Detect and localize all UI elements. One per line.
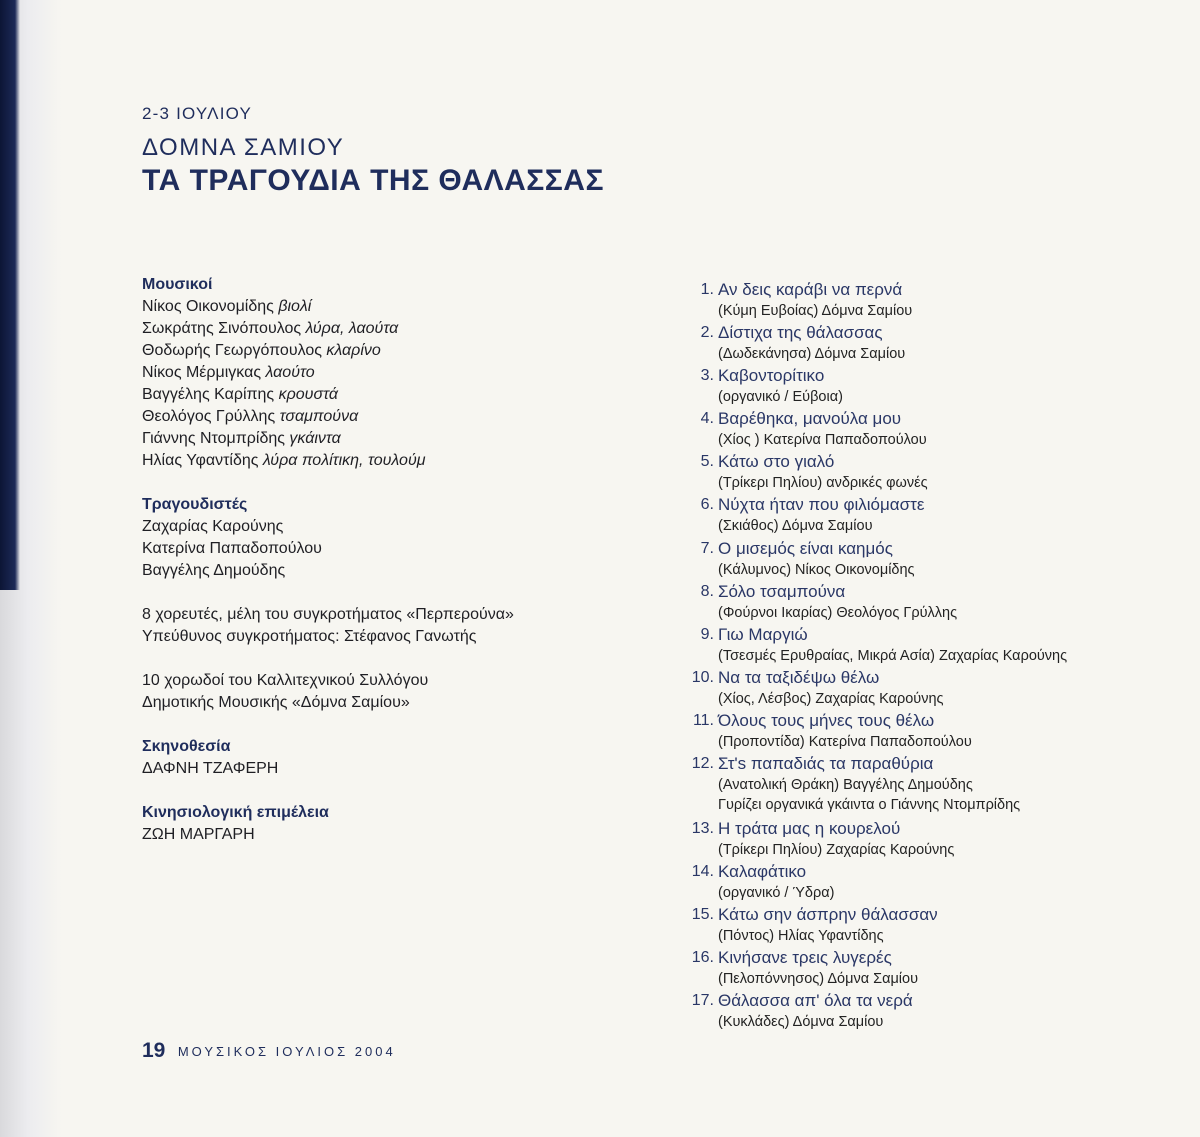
song-number: 11.	[692, 711, 714, 729]
musician-instrument: λύρα, λαούτα	[305, 320, 399, 337]
song-item	[672, 624, 1192, 667]
song-number: 6.	[700, 496, 714, 514]
song-detail: (Σκιάθος) Δόμνα Σαμίου	[718, 518, 873, 535]
song-title: Δίστιχα της θάλασσας	[718, 323, 883, 343]
page-footer	[142, 1039, 396, 1063]
musician-row	[142, 406, 612, 428]
musician-name: Θοδωρής Γεωργόπουλος	[142, 342, 322, 359]
musician-name: Ηλίας Υφαντίδης	[142, 452, 259, 469]
musician-instrument: λαούτο	[265, 364, 315, 381]
song-item	[672, 861, 1192, 904]
song-number: 7.	[700, 539, 714, 557]
musicians-list	[142, 296, 612, 472]
musicians-heading: Μουσικοί	[142, 276, 213, 293]
song-number: 1.	[700, 281, 714, 298]
song-detail: (οργανικό / Ύδρα)	[718, 884, 835, 901]
page-number: 19	[142, 1039, 166, 1062]
song-detail: (Πόντος) Ηλίας Υφαντίδης	[718, 927, 884, 944]
song-detail: (Κάλυμνος) Νίκος Οικονομίδης	[718, 561, 915, 578]
song-item	[672, 667, 1192, 710]
performer-name: ΔΟΜΝΑ ΣΑΜΙΟΥ	[142, 134, 345, 161]
song-number: 13.	[691, 819, 714, 837]
song-number: 16.	[691, 948, 714, 966]
musician-instrument: κρουστά	[278, 386, 338, 403]
musician-name: Νίκος Μέρμιγκας	[142, 364, 262, 381]
song-title: Σόλο τσαμπούνα	[718, 581, 846, 601]
page-header	[142, 104, 604, 200]
song-item	[672, 538, 1192, 581]
musician-name: Σωκράτης Σινόπουλος	[142, 320, 302, 337]
song-item	[672, 365, 1192, 408]
song-number: 14.	[691, 862, 714, 880]
song-item	[672, 753, 1192, 818]
song-title: Θάλασσα απ' όλα τα νερά	[718, 990, 913, 1010]
song-number: 4.	[700, 410, 714, 428]
song-title: Κάτω στο γιαλό	[718, 452, 835, 472]
song-detail: (Τρίκερι Πηλίου) ανδρικές φωνές	[718, 475, 928, 492]
song-detail: (Κυκλάδες) Δόμνα Σαμίου	[718, 1013, 884, 1030]
song-title: Βαρέθηκα, μανούλα μου	[718, 409, 902, 429]
song-detail: (Τσεσμές Ερυθραίας, Μικρά Ασία) Ζαχαρίας Καρούνης	[718, 647, 1068, 664]
song-detail: (Δωδεκάνησα) Δόμνα Σαμίου	[718, 346, 906, 363]
movement-heading: Κινησιολογική επιμέλεια	[142, 804, 329, 821]
song-number: 5.	[700, 453, 714, 471]
director-name: ΔΑΦΝΗ ΤΖΑΦΕΡΗ	[142, 760, 279, 777]
song-title: Στ's παπαδιάς τα παραθύρια	[718, 754, 934, 774]
musician-instrument: κλαρίνο	[326, 342, 381, 359]
choir-line: Δημοτικής Μουσικής «Δόμνα Σαμίου»	[142, 694, 410, 711]
singer: Κατερίνα Παπαδοπούλου	[142, 540, 322, 557]
song-item	[672, 990, 1192, 1033]
song-item	[672, 408, 1192, 451]
song-item	[672, 947, 1192, 990]
song-item	[672, 494, 1192, 537]
musician-instrument: λύρα πολίτικη, τουλούμ	[262, 452, 426, 469]
musician-instrument: βιολί	[278, 298, 312, 315]
song-title: Η τράτα μας η κουρελού	[718, 818, 901, 838]
song-title: Κάτω σην άσπρην θάλασσαν	[718, 904, 938, 924]
singer: Ζαχαρίας Καρούνης	[142, 518, 284, 535]
musician-name: Νίκος Οικονομίδης	[142, 298, 274, 315]
spine-bar	[0, 0, 20, 590]
song-number: 9.	[700, 625, 714, 643]
magazine-issue: ΜΟΥΣΙΚΟΣ ΙΟΥΛΙΟΣ 2004	[177, 1043, 396, 1059]
song-detail: (Χίος, Λέσβος) Ζαχαρίας Καρούνης	[718, 690, 944, 707]
song-item	[672, 279, 1192, 322]
musician-instrument: γκάιντα	[289, 430, 341, 447]
song-item	[672, 451, 1192, 494]
song-item	[672, 904, 1192, 947]
song-number: 8.	[700, 582, 714, 600]
song-detail: (Ανατολική Θράκη) Βαγγέλης Δημούδης	[718, 777, 973, 794]
song-detail: (οργανικό / Εύβοια)	[718, 389, 843, 406]
song-number: 3.	[700, 367, 714, 385]
musician-row	[142, 340, 612, 362]
movement-name: ΖΩΗ ΜΑΡΓΑΡΗ	[142, 826, 255, 843]
song-title: Όλους τους μήνες τους θέλω	[718, 710, 935, 730]
event-date: 2-3 ΙΟΥΛΙΟΥ	[142, 104, 253, 123]
song-item	[672, 710, 1192, 753]
musician-instrument: τσαμπούνα	[279, 408, 359, 425]
musician-name: Βαγγέλης Καρίπης	[142, 386, 275, 403]
song-item	[672, 581, 1192, 624]
song-title: Ο μισεμός είναι καημός	[718, 538, 893, 558]
musician-row	[142, 296, 612, 318]
song-number: 15.	[691, 905, 714, 923]
song-number: 2.	[700, 324, 714, 342]
musician-name: Γιάννης Ντομπρίδης	[142, 430, 285, 447]
song-detail: (Προποντίδα) Κατερίνα Παπαδοπούλου	[718, 733, 972, 750]
dancers-line: 8 χορευτές, μέλη του συγκροτήματος «Περπερούνα»	[142, 606, 514, 623]
singer: Βαγγέλης Δημούδης	[142, 562, 286, 579]
musician-name: Θεολόγος Γρύλλης	[142, 408, 276, 425]
song-title: Νύχτα ήταν που φιλιόμαστε	[718, 495, 925, 515]
song-detail: (Πελοπόννησος) Δόμνα Σαμίου	[718, 970, 919, 987]
song-number: 17.	[691, 991, 714, 1009]
singers-heading: Τραγουδιστές	[142, 496, 248, 513]
musician-row	[142, 428, 612, 450]
song-detail-extra: Γυρίζει οργανικά γκάιντα ο Γιάννης Ντομπρίδης	[718, 797, 1021, 814]
song-detail: (Τρίκερι Πηλίου) Ζαχαρίας Καρούνης	[718, 841, 955, 858]
song-item	[672, 322, 1192, 365]
song-title: Να τα ταξιδέψω θέλω	[718, 667, 880, 687]
choir-line: 10 χορωδοί του Καλλιτεχνικού Συλλόγου	[142, 672, 429, 689]
song-list	[672, 279, 1192, 1033]
song-number: 10.	[691, 668, 714, 686]
song-title: Γιω Μαργιώ	[718, 624, 808, 644]
song-detail: (Φούρνοι Ικαρίας) Θεολόγος Γρύλλης	[718, 604, 958, 621]
direction-heading: Σκηνοθεσία	[142, 738, 231, 755]
song-title: Καλαφάτικο	[718, 861, 807, 881]
song-number: 12.	[691, 755, 714, 773]
credits-column	[142, 274, 612, 846]
dancers-lead: Υπεύθυνος συγκροτήματος: Στέφανος Γανωτής	[142, 628, 477, 645]
song-title: Κινήσανε τρεις λυγερές	[718, 947, 892, 967]
musician-row	[142, 384, 612, 406]
song-title: Αν δεις καράβι να περνά	[718, 280, 903, 299]
musician-row	[142, 318, 612, 340]
musician-row	[142, 362, 612, 384]
show-title: ΤΑ ΤΡΑΓΟΥΔΙΑ ΤΗΣ ΘΑΛΑΣΣΑΣ	[142, 164, 604, 197]
song-detail: (Χίος ) Κατερίνα Παπαδοπούλου	[718, 432, 927, 449]
musician-row	[142, 450, 612, 472]
song-title: Καβοντορίτικο	[718, 366, 825, 386]
song-detail: (Κύμη Ευβοίας) Δόμνα Σαμίου	[718, 303, 913, 319]
song-item	[672, 818, 1192, 861]
